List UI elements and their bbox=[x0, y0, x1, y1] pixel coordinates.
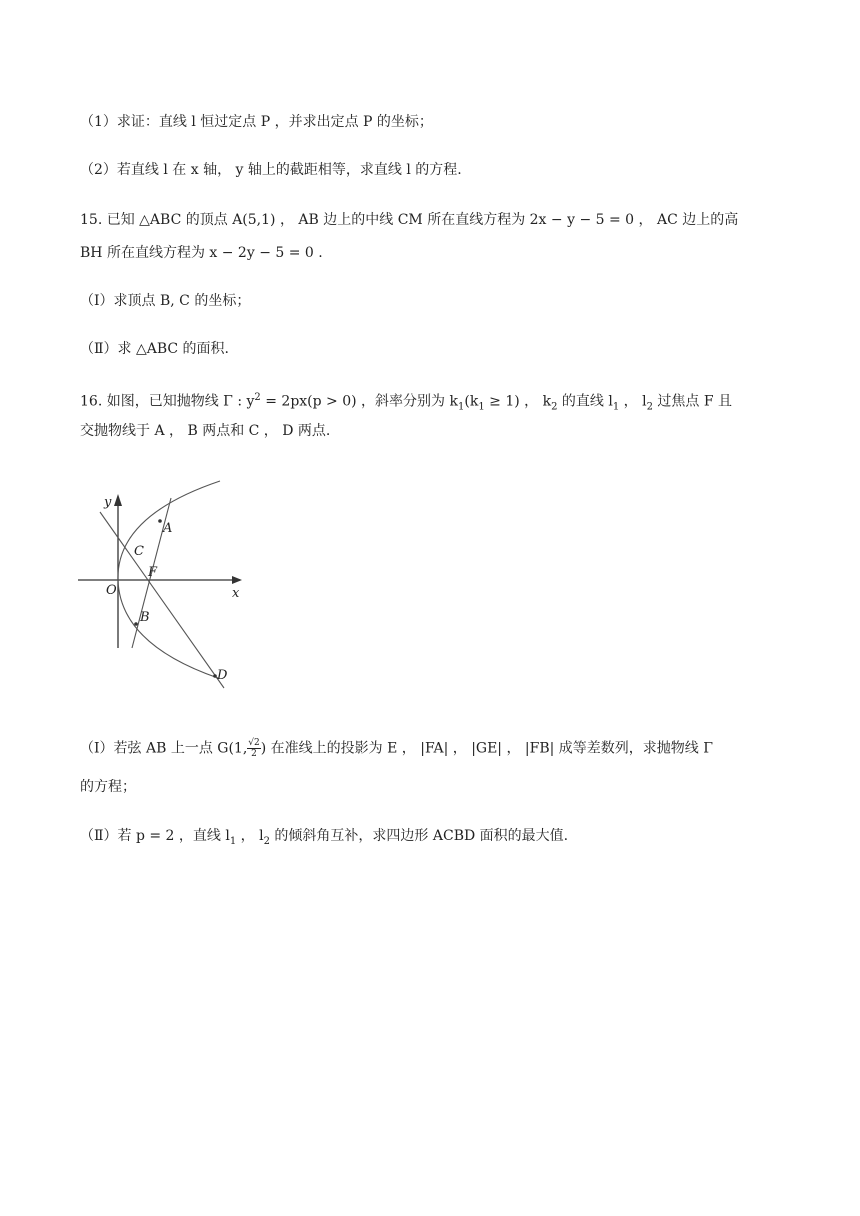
point-a-dot bbox=[158, 519, 162, 523]
q14-part2: （2）若直线 l 在 x 轴， y 轴上的截距相等，求直线 l 的方程. bbox=[80, 162, 462, 178]
q15-part1: （Ⅰ）求顶点 B, C 的坐标； bbox=[80, 293, 251, 309]
q16-i-text-a: （Ⅰ）若弦 AB 上一点 G(1, bbox=[80, 740, 248, 757]
q16-text-b: = 2px(p > 0) ，斜率分别为 k bbox=[260, 393, 458, 410]
q16-text-d: ≥ 1) ， k bbox=[484, 393, 552, 410]
point-b-dot bbox=[134, 622, 138, 626]
q16-text-g: 过焦点 F 且 bbox=[652, 393, 733, 410]
label-y: y bbox=[104, 495, 112, 510]
sub-2c: 2 bbox=[263, 835, 270, 847]
parabola-figure bbox=[72, 476, 262, 696]
q16-ii-text-c: 的倾斜角互补，求四边形 ACBD 面积的最大值. bbox=[269, 828, 569, 844]
sub-1d: 1 bbox=[229, 835, 237, 847]
q16-text-f: ， l bbox=[619, 393, 647, 410]
sub-2b: 2 bbox=[646, 401, 653, 413]
x-axis-arrow-icon bbox=[232, 576, 242, 584]
sub-2a: 2 bbox=[551, 401, 558, 413]
q16-part1-line1 bbox=[80, 738, 713, 759]
q16-part1-line2: 的方程； bbox=[80, 779, 136, 795]
q15-stem-line2: BH 所在直线方程为 x − 2y − 5 = 0 . bbox=[80, 245, 323, 261]
sub-1b: 1 bbox=[478, 401, 485, 413]
label-b: B bbox=[140, 610, 150, 625]
q16-stem-line1 bbox=[80, 388, 732, 417]
fraction-denominator: 2 bbox=[251, 749, 257, 759]
q16-text-c: (k bbox=[464, 393, 479, 410]
q16-i-text-b: ) 在准线上的投影为 E ， |FA| ， |GE| ， |FB| 成等差数列，求抛物线 Γ bbox=[260, 740, 713, 757]
q16-text-e: 的直线 l bbox=[557, 393, 613, 410]
q16-stem-line2: 交抛物线于 A ， B 两点和 C ， D 两点. bbox=[80, 423, 331, 439]
y-axis-arrow-icon bbox=[114, 494, 122, 506]
sub-1c: 1 bbox=[612, 401, 620, 413]
label-a: A bbox=[163, 521, 173, 536]
q16-part2 bbox=[80, 826, 568, 852]
label-f: F bbox=[148, 565, 158, 580]
label-o: O bbox=[106, 583, 117, 598]
label-d: D bbox=[217, 668, 228, 683]
q16-ii-text-b: ， l bbox=[236, 828, 264, 844]
fraction-sqrt2-over-2 bbox=[247, 738, 260, 759]
q16-text-a: 16. 如图，已知抛物线 Γ : y bbox=[80, 393, 255, 410]
exp-2: 2 bbox=[254, 392, 261, 403]
fraction-numerator: √2 bbox=[248, 738, 260, 748]
label-x: x bbox=[232, 586, 240, 601]
q15-part2: （Ⅱ）求 △ABC 的面积. bbox=[80, 341, 230, 357]
q16-ii-text-a: （Ⅱ）若 p = 2 ，直线 l bbox=[80, 828, 230, 844]
q15-stem-line1: 15. 已知 △ABC 的顶点 A(5,1) ， AB 边上的中线 CM 所在直线方程为 2x − y − 5 = 0 ， AC 边上的高 bbox=[80, 212, 739, 228]
q14-part1: （1）求证：直线 l 恒过定点 P ，并求出定点 P 的坐标； bbox=[80, 114, 433, 130]
label-c: C bbox=[134, 544, 144, 559]
sub-1a: 1 bbox=[457, 401, 465, 413]
